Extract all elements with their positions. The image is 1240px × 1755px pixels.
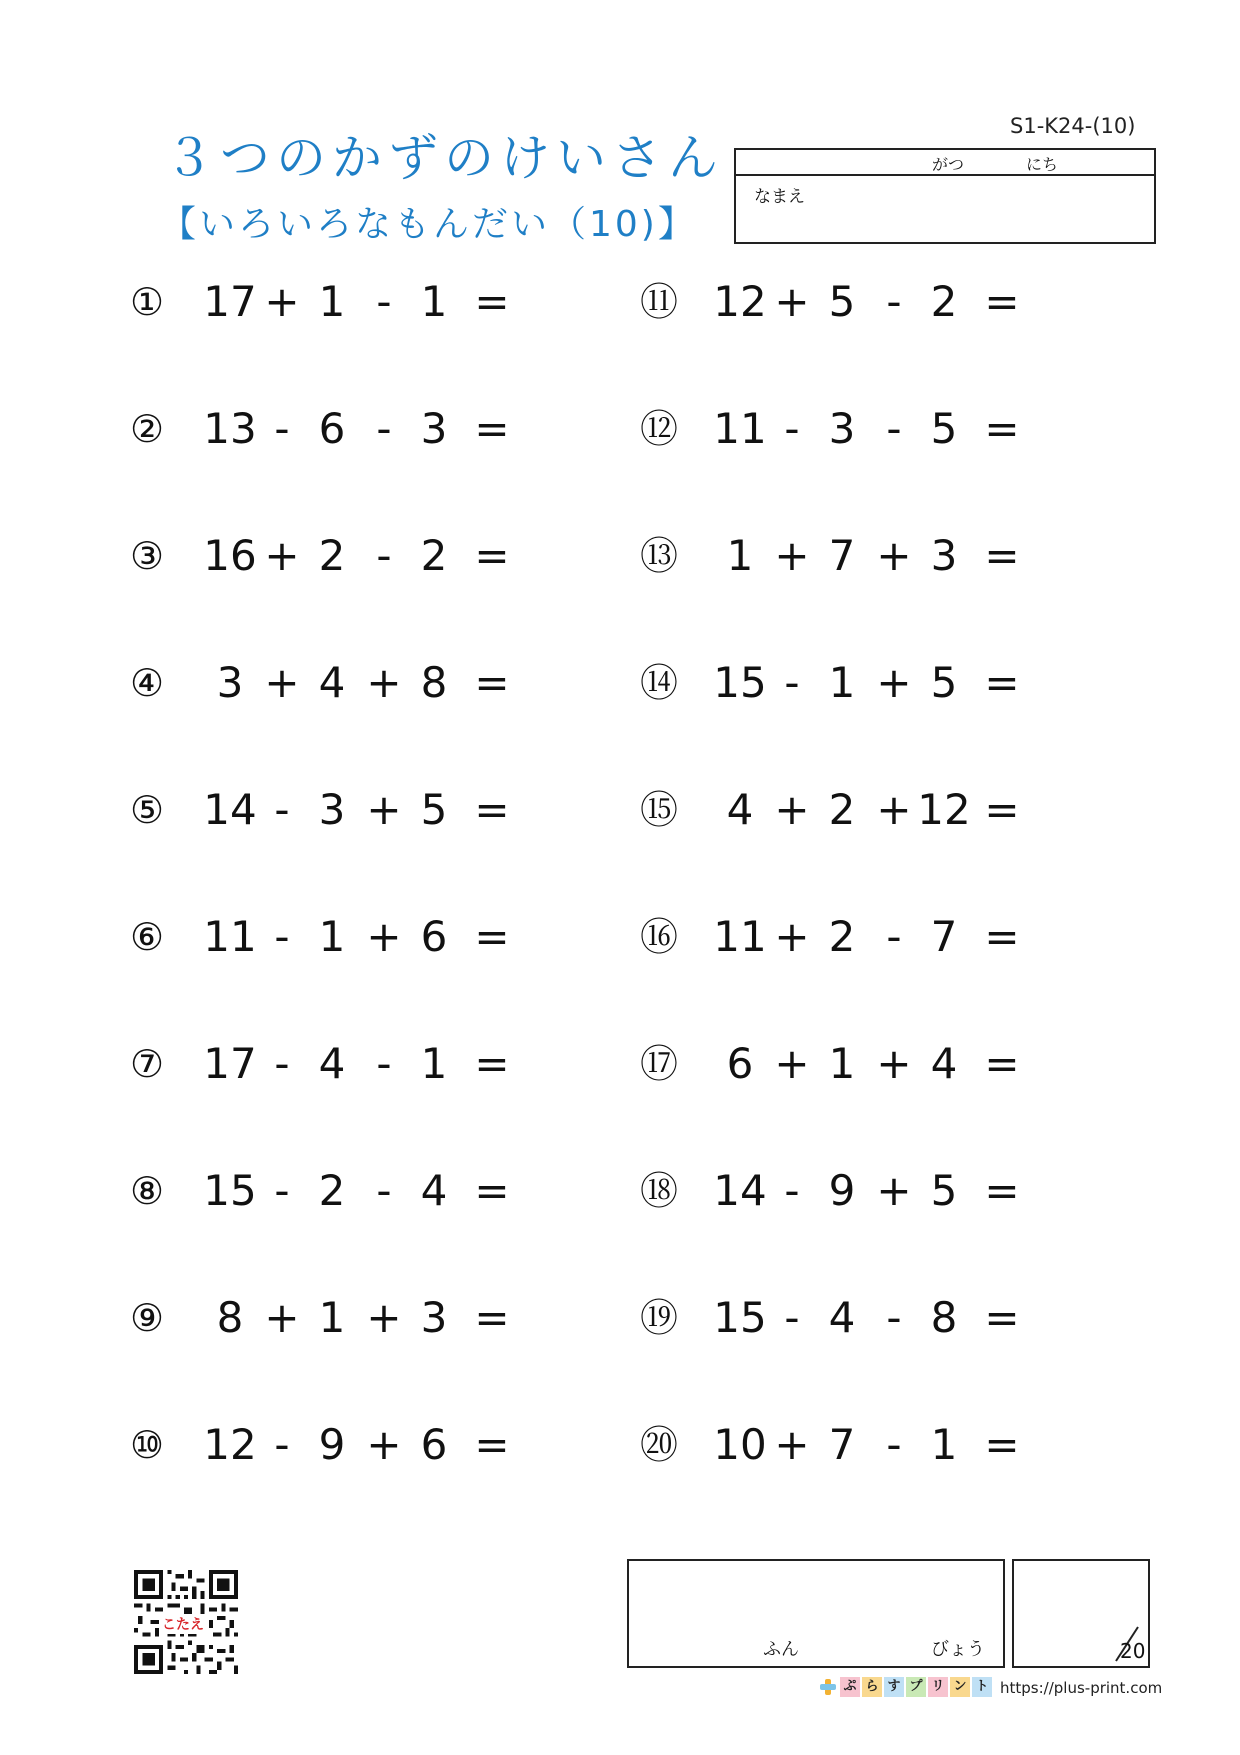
equals-sign: = <box>474 658 510 707</box>
operator-2: + <box>876 1039 912 1088</box>
operator-2: + <box>366 1420 402 1469</box>
operator-2: + <box>366 1293 402 1342</box>
operand-b: 3 <box>828 404 856 453</box>
operand-a: 17 <box>203 1039 257 1088</box>
operand-a: 16 <box>203 531 257 580</box>
operator-1: - <box>274 1420 290 1469</box>
month-label: がつ <box>932 155 965 174</box>
problem-number: ⑫ <box>640 407 679 451</box>
operator-1: + <box>774 277 810 326</box>
operand-b: 5 <box>828 277 856 326</box>
problem-number: ⑧ <box>130 1169 165 1213</box>
plus-logo-icon <box>818 1677 838 1697</box>
name-date-box <box>734 148 1156 244</box>
problem-number: ⑭ <box>640 661 679 705</box>
operator-2: + <box>366 658 402 707</box>
equals-sign: = <box>984 1420 1020 1469</box>
operand-a: 15 <box>713 1293 767 1342</box>
operator-2: + <box>876 531 912 580</box>
operand-a: 10 <box>713 1420 767 1469</box>
operand-c: 1 <box>420 277 448 326</box>
operand-a: 11 <box>713 912 767 961</box>
operand-b: 7 <box>828 531 856 580</box>
operator-2: + <box>876 1166 912 1215</box>
problem-number: ⑥ <box>130 915 165 959</box>
score-box <box>1012 1559 1150 1668</box>
brand-logo <box>818 1676 992 1698</box>
operand-b: 2 <box>318 1166 346 1215</box>
problem-number: ⑳ <box>640 1423 679 1467</box>
operand-c: 3 <box>420 404 448 453</box>
problem-number: ⑩ <box>130 1423 165 1467</box>
operand-c: 5 <box>420 785 448 834</box>
minutes-label: ふん <box>763 1639 799 1660</box>
problem-number: ⑪ <box>640 280 679 324</box>
equals-sign: = <box>474 1166 510 1215</box>
operand-c: 7 <box>930 912 958 961</box>
operand-a: 1 <box>726 531 754 580</box>
operator-2: + <box>876 785 912 834</box>
equals-sign: = <box>984 658 1020 707</box>
brand-char: リ <box>928 1677 948 1697</box>
operator-2: - <box>886 1420 902 1469</box>
equals-sign: = <box>474 1039 510 1088</box>
brand-char: プ <box>906 1677 926 1697</box>
operand-c: 5 <box>930 404 958 453</box>
operand-c: 6 <box>420 912 448 961</box>
qr-answer-label: こたえ <box>160 1614 206 1634</box>
operator-1: + <box>774 1420 810 1469</box>
equals-sign: = <box>984 1166 1020 1215</box>
equals-sign: = <box>474 277 510 326</box>
brand-char: ぷ <box>840 1677 860 1697</box>
problem-number: ② <box>130 407 165 451</box>
operand-c: 3 <box>420 1293 448 1342</box>
problem-number: ⑲ <box>640 1296 679 1340</box>
operand-a: 14 <box>203 785 257 834</box>
operand-b: 4 <box>318 658 346 707</box>
seconds-label: びょう <box>931 1639 985 1660</box>
operator-1: - <box>784 1166 800 1215</box>
operator-2: - <box>886 404 902 453</box>
equals-sign: = <box>474 785 510 834</box>
operand-a: 13 <box>203 404 257 453</box>
operand-c: 4 <box>930 1039 958 1088</box>
operand-c: 5 <box>930 658 958 707</box>
worksheet-title: ３つのかずのけいさん <box>164 129 724 187</box>
operand-b: 7 <box>828 1420 856 1469</box>
problem-number: ⑦ <box>130 1042 165 1086</box>
operator-1: + <box>774 1039 810 1088</box>
operand-b: 1 <box>318 277 346 326</box>
operand-c: 5 <box>930 1166 958 1215</box>
operand-a: 12 <box>203 1420 257 1469</box>
operand-b: 9 <box>828 1166 856 1215</box>
operand-c: 2 <box>930 277 958 326</box>
operand-a: 14 <box>713 1166 767 1215</box>
operand-c: 2 <box>420 531 448 580</box>
operator-2: + <box>366 912 402 961</box>
operator-1: - <box>784 1293 800 1342</box>
operand-c: 8 <box>420 658 448 707</box>
operator-1: + <box>264 277 300 326</box>
operator-1: - <box>274 1039 290 1088</box>
operand-a: 11 <box>713 404 767 453</box>
name-label: なまえ <box>754 187 805 207</box>
problem-number: ⑬ <box>640 534 679 578</box>
problem-number: ⑮ <box>640 788 679 832</box>
operand-a: 17 <box>203 277 257 326</box>
operator-1: + <box>264 1293 300 1342</box>
brand-char: ト <box>972 1677 992 1697</box>
operator-2: + <box>876 658 912 707</box>
time-box <box>627 1559 1005 1668</box>
operand-a: 3 <box>216 658 244 707</box>
operand-b: 6 <box>318 404 346 453</box>
operand-a: 6 <box>726 1039 754 1088</box>
worksheet-code: S1-K24-(10) <box>1010 114 1136 138</box>
operator-2: - <box>376 531 392 580</box>
operator-1: + <box>264 658 300 707</box>
operand-b: 4 <box>828 1293 856 1342</box>
operand-a: 15 <box>203 1166 257 1215</box>
operand-b: 9 <box>318 1420 346 1469</box>
operand-b: 4 <box>318 1039 346 1088</box>
brand-char: ら <box>862 1677 882 1697</box>
equals-sign: = <box>474 531 510 580</box>
operator-1: + <box>774 912 810 961</box>
operator-2: - <box>886 912 902 961</box>
brand-char: す <box>884 1677 904 1697</box>
operand-b: 2 <box>828 785 856 834</box>
problem-number: ④ <box>130 661 165 705</box>
operator-1: - <box>274 912 290 961</box>
operator-2: - <box>376 1039 392 1088</box>
operand-c: 1 <box>930 1420 958 1469</box>
operand-c: 6 <box>420 1420 448 1469</box>
operator-1: - <box>274 1166 290 1215</box>
date-row <box>736 150 1154 176</box>
problem-number: ⑱ <box>640 1169 679 1213</box>
operator-2: + <box>366 785 402 834</box>
problem-number: ⑯ <box>640 915 679 959</box>
brand-char: ン <box>950 1677 970 1697</box>
operator-2: - <box>376 277 392 326</box>
score-total: 20 <box>1120 1639 1146 1663</box>
operand-a: 4 <box>726 785 754 834</box>
site-url[interactable]: https://plus-print.com <box>1000 1679 1163 1697</box>
operand-c: 8 <box>930 1293 958 1342</box>
operand-a: 12 <box>713 277 767 326</box>
equals-sign: = <box>474 404 510 453</box>
operand-a: 8 <box>216 1293 244 1342</box>
operator-1: + <box>774 531 810 580</box>
equals-sign: = <box>984 404 1020 453</box>
operand-a: 15 <box>713 658 767 707</box>
operand-b: 1 <box>828 658 856 707</box>
operator-1: + <box>264 531 300 580</box>
operand-a: 11 <box>203 912 257 961</box>
operand-b: 1 <box>318 1293 346 1342</box>
operand-b: 2 <box>828 912 856 961</box>
equals-sign: = <box>984 277 1020 326</box>
equals-sign: = <box>474 912 510 961</box>
equals-sign: = <box>984 531 1020 580</box>
problem-number: ⑨ <box>130 1296 165 1340</box>
operand-b: 1 <box>318 912 346 961</box>
equals-sign: = <box>474 1293 510 1342</box>
equals-sign: = <box>474 1420 510 1469</box>
equals-sign: = <box>984 785 1020 834</box>
operator-2: - <box>376 1166 392 1215</box>
operator-1: - <box>784 658 800 707</box>
operator-2: - <box>886 277 902 326</box>
operand-b: 1 <box>828 1039 856 1088</box>
operator-1: - <box>274 785 290 834</box>
operator-1: - <box>274 404 290 453</box>
operand-c: 4 <box>420 1166 448 1215</box>
equals-sign: = <box>984 912 1020 961</box>
problem-number: ③ <box>130 534 165 578</box>
problem-number: ⑤ <box>130 788 165 832</box>
day-label: にち <box>1026 155 1059 174</box>
operand-c: 1 <box>420 1039 448 1088</box>
operator-2: - <box>886 1293 902 1342</box>
problem-number: ① <box>130 280 165 324</box>
operator-1: - <box>784 404 800 453</box>
equals-sign: = <box>984 1293 1020 1342</box>
operand-b: 2 <box>318 531 346 580</box>
equals-sign: = <box>984 1039 1020 1088</box>
operand-c: 3 <box>930 531 958 580</box>
operand-b: 3 <box>318 785 346 834</box>
problem-number: ⑰ <box>640 1042 679 1086</box>
operator-2: - <box>376 404 392 453</box>
worksheet-subtitle: 【いろいろなもんだい（10)】 <box>160 204 697 245</box>
operand-c: 12 <box>917 785 971 834</box>
operator-1: + <box>774 785 810 834</box>
